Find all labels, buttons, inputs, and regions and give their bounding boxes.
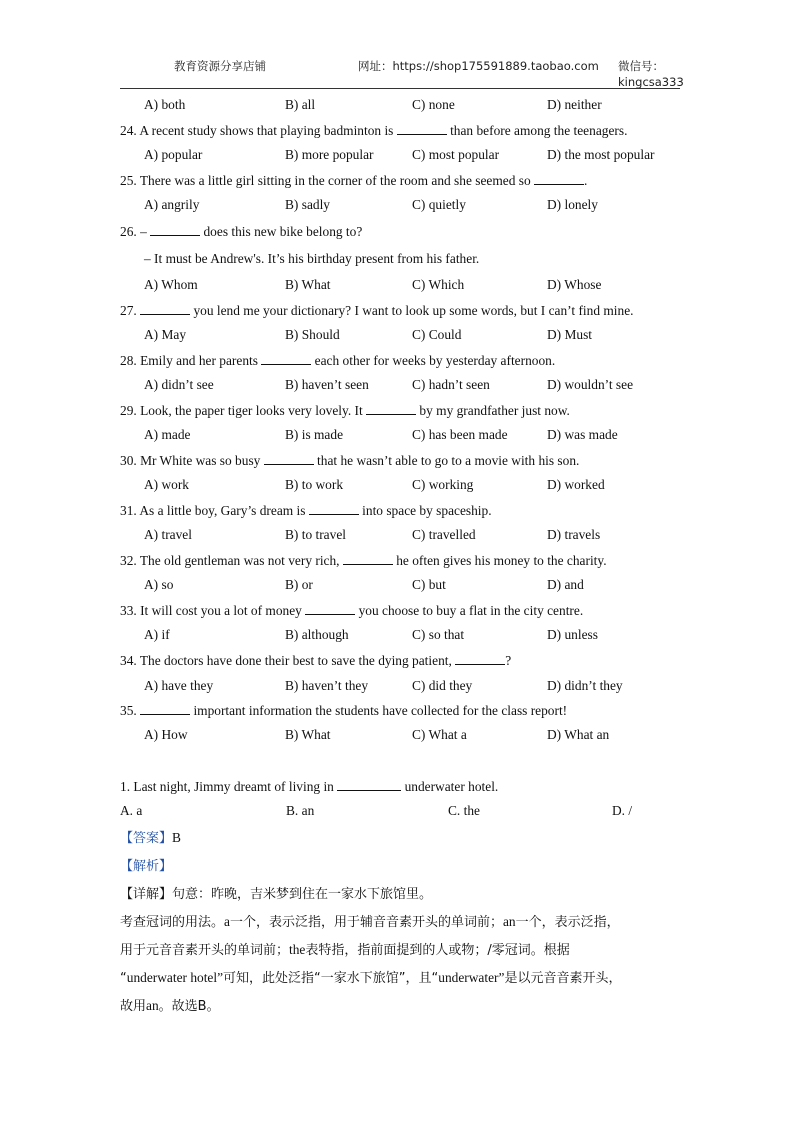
- answer-blank: [366, 402, 416, 415]
- option-c: C) hadn’t seen: [412, 377, 490, 392]
- text: 可知，此处泛指“一家水下旅馆”，且“: [223, 971, 439, 986]
- text: 。故选B。: [158, 999, 220, 1014]
- option-b: B) haven’t they: [285, 678, 369, 693]
- option-c: C) so that: [412, 627, 465, 642]
- question-text-post: he often gives his money to the charity.: [392, 553, 607, 568]
- answer-blank: [140, 702, 190, 715]
- text: “: [120, 971, 127, 986]
- option-d: D) the most popular: [547, 147, 655, 162]
- option-d: D) wouldn’t see: [547, 377, 634, 392]
- question-text-pre: 25. There was a little girl sitting in the corner of the room and she seemed so: [120, 173, 535, 188]
- option-c: C) Could: [412, 327, 462, 342]
- option-a: A) didn’t see: [144, 377, 214, 392]
- text: 用于元音音素开头的单词前；: [120, 943, 290, 958]
- option-d: D) was made: [547, 427, 618, 442]
- option-d: D) worked: [547, 477, 605, 492]
- option-c: C) Which: [412, 277, 465, 292]
- question-34: [120, 652, 511, 669]
- question-25: [120, 172, 587, 189]
- option-c: C) quietly: [412, 197, 466, 212]
- option-a: A) made: [144, 427, 191, 442]
- question-27: [120, 302, 634, 319]
- question-text-post: than before among the teenagers.: [446, 123, 628, 138]
- detail-tag: 【详解】: [120, 887, 173, 902]
- option-b: B) sadly: [285, 197, 331, 212]
- answer-blank: [140, 302, 190, 315]
- header-url: 网址：https://shop175591889.taobao.com: [358, 59, 599, 73]
- question-25-options: [144, 197, 704, 213]
- question-31: [120, 502, 492, 519]
- option-b: B) Should: [285, 327, 340, 342]
- answer-tag: 【答案】: [120, 831, 173, 846]
- option-a: A) have they: [144, 678, 214, 693]
- question-24: [120, 122, 627, 139]
- option-a: A) Whom: [144, 277, 198, 292]
- question-text-post: each other for weeks by yesterday afternoon.: [311, 353, 556, 368]
- header-wechat-id: kingcsa333: [618, 75, 684, 89]
- question-30: [120, 452, 579, 469]
- text: 表特指，指前面提到的人或物；/零冠词。根据: [305, 943, 570, 958]
- option-b: B) more popular: [285, 147, 374, 162]
- text: 故用: [120, 999, 147, 1014]
- question-35-options: [144, 727, 704, 743]
- answer-value: B: [172, 830, 181, 845]
- question-text-pre: 27.: [120, 303, 141, 318]
- option-c: C) but: [412, 577, 446, 592]
- option-b: B) although: [285, 627, 349, 642]
- option-a: A) May: [144, 327, 187, 342]
- question-text-pre: 28. Emily and her parents: [120, 353, 262, 368]
- question-26-options: [144, 277, 704, 293]
- option-a: A) popular: [144, 147, 203, 162]
- question-text-pre: 34. The doctors have done their best to save the dying patient,: [120, 653, 456, 668]
- question-text-post: that he wasn’t able to go to a movie with his son.: [313, 453, 580, 468]
- option-c: C) has been made: [412, 427, 508, 442]
- question-text-post: into space by spaceship.: [358, 503, 492, 518]
- question-text-post: does this new bike belong to?: [200, 224, 363, 239]
- text: underwater”: [438, 970, 505, 985]
- option-b: B) or: [285, 577, 313, 592]
- option-c: C) most popular: [412, 147, 500, 162]
- text: 一个，表示泛指，: [515, 915, 620, 930]
- header-shop-name: 教育资源分享店铺: [174, 59, 266, 73]
- question-text-post: underwater hotel.: [401, 779, 499, 794]
- option-a: A) both: [144, 97, 186, 112]
- question-29-options: [144, 427, 704, 443]
- analysis-paragraph-line-3: [120, 970, 621, 987]
- option-c: C) What a: [412, 727, 467, 742]
- question-text-post: you choose to buy a flat in the city centre.: [355, 603, 584, 618]
- question-text-pre: 29. Look, the paper tiger looks very lovely. It: [120, 403, 367, 418]
- option-d: D) Whose: [547, 277, 602, 292]
- question-text-post: .: [584, 173, 588, 188]
- question-32-options: [144, 577, 704, 593]
- text: the: [289, 942, 306, 957]
- question-text-pre: 24. A recent study shows that playing badminton is: [120, 123, 397, 138]
- option-c: C) none: [412, 97, 455, 112]
- answer-blank: [337, 778, 401, 791]
- question-27-options: [144, 327, 704, 343]
- text: a: [224, 914, 230, 929]
- option-d: D) didn’t they: [547, 678, 623, 693]
- analysis-paragraph-line-4: [120, 998, 220, 1015]
- option-c: C) did they: [412, 678, 473, 693]
- question-text-pre: 30. Mr White was so busy: [120, 453, 264, 468]
- page-header: [120, 56, 684, 90]
- option-d: D. /: [612, 803, 633, 818]
- option-a: A. a: [120, 803, 143, 818]
- text: an: [502, 914, 516, 929]
- question-32: [120, 552, 607, 569]
- question-text-post: ?: [505, 653, 512, 668]
- question-35: [120, 702, 567, 719]
- explained-question-options: [120, 803, 680, 819]
- text: underwater hotel”: [126, 970, 224, 985]
- answer-blank: [264, 452, 314, 465]
- question-text-pre: 33. It will cost you a lot of money: [120, 603, 306, 618]
- answer-blank: [397, 122, 447, 135]
- question-text-pre: 26. –: [120, 224, 151, 239]
- option-b: B) to work: [285, 477, 344, 492]
- analysis-paragraph-line-2: [120, 942, 570, 959]
- answer-line: [120, 830, 181, 847]
- option-d: D) Must: [547, 327, 593, 342]
- detail-text: 句意：昨晚，吉米梦到住在一家水下旅馆里。: [172, 887, 433, 902]
- question-text-post: you lend me your dictionary? I want to look up some words, but I can’t find mine.: [190, 303, 634, 318]
- option-b: B) to travel: [285, 527, 346, 542]
- question-text-pre: 1. Last night, Jimmy dreamt of living in: [120, 779, 338, 794]
- text: 是以元音音素开头，: [504, 971, 622, 986]
- answer-blank: [343, 552, 393, 565]
- answer-blank: [261, 352, 311, 365]
- header-wechat-label: 微信号：: [618, 59, 664, 73]
- option-a: A) How: [144, 727, 188, 742]
- question-26: [120, 223, 362, 240]
- option-a: A) work: [144, 477, 189, 492]
- option-b: B) haven’t seen: [285, 377, 369, 392]
- analysis-tag: 【解析】: [120, 859, 173, 874]
- option-d: D) and: [547, 577, 584, 592]
- question-text-post: by my grandfather just now.: [416, 403, 570, 418]
- detail-line: [120, 886, 432, 903]
- question-33-options: [144, 627, 704, 643]
- option-b: B) What: [285, 727, 331, 742]
- option-a: A) so: [144, 577, 174, 592]
- option-c: C. the: [448, 803, 480, 818]
- answer-blank: [455, 652, 505, 665]
- question-33: [120, 602, 583, 619]
- question-28: [120, 352, 555, 369]
- analysis-paragraph-line-1: [120, 914, 620, 931]
- answer-blank: [534, 172, 584, 185]
- option-d: D) What an: [547, 727, 610, 742]
- header-divider: [120, 88, 680, 89]
- question-31-options: [144, 527, 704, 543]
- option-d: D) unless: [547, 627, 598, 642]
- answer-blank: [305, 602, 355, 615]
- option-d: D) lonely: [547, 197, 598, 212]
- option-c: C) travelled: [412, 527, 476, 542]
- option-a: A) travel: [144, 527, 192, 542]
- explained-question: [120, 778, 498, 795]
- option-b: B) is made: [285, 427, 344, 442]
- question-text-post: important information the students have collected for the class report!: [190, 703, 568, 718]
- option-a: A) angrily: [144, 197, 200, 212]
- text: 考查冠词的用法。: [120, 915, 225, 930]
- header-wechat: [618, 58, 684, 90]
- question-29: [120, 402, 570, 419]
- option-b: B) What: [285, 277, 331, 292]
- question-24-options: [144, 147, 704, 163]
- text: an: [146, 998, 159, 1013]
- q23-options: [144, 97, 704, 113]
- option-d: D) neither: [547, 97, 602, 112]
- question-34-options: [144, 678, 704, 694]
- question-26-reply: – It must be Andrew's. It’s his birthday present from his father.: [144, 251, 480, 266]
- text: 一个，表示泛指，用于辅音音素开头的单词前；: [229, 915, 503, 930]
- question-text-pre: 35.: [120, 703, 141, 718]
- option-d: D) travels: [547, 527, 601, 542]
- option-a: A) if: [144, 627, 170, 642]
- question-text-pre: 31. As a little boy, Gary’s dream is: [120, 503, 309, 518]
- question-text-pre: 32. The old gentleman was not very rich,: [120, 553, 343, 568]
- option-b: B. an: [286, 803, 315, 818]
- question-30-options: [144, 477, 704, 493]
- question-28-options: [144, 377, 704, 393]
- answer-blank: [150, 223, 200, 236]
- option-c: C) working: [412, 477, 474, 492]
- answer-blank: [309, 502, 359, 515]
- analysis-line: [120, 858, 172, 875]
- option-b: B) all: [285, 97, 316, 112]
